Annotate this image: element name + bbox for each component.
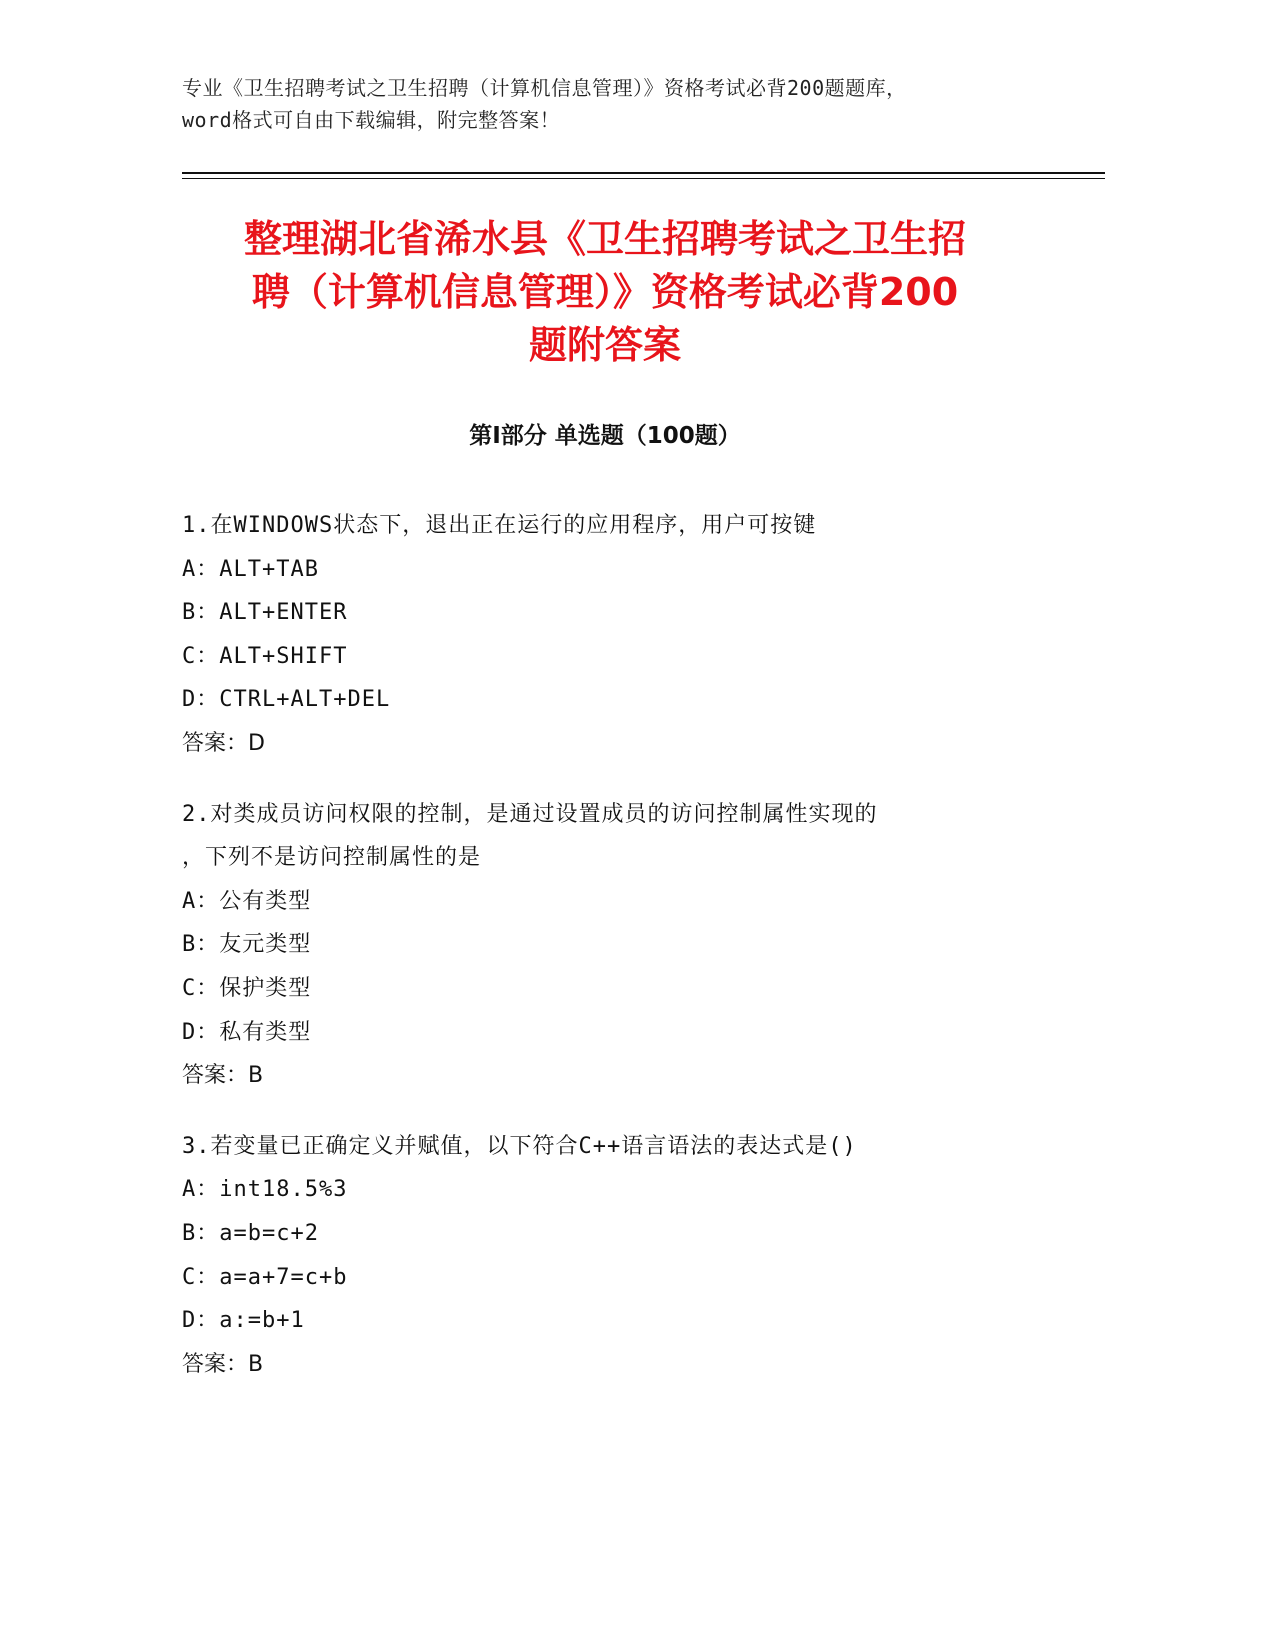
question-stem: 3.若变量已正确定义并赋值，以下符合C++语言语法的表达式是() <box>182 1133 857 1159</box>
header-note <box>182 72 1102 136</box>
answer: 答案：B <box>182 1351 264 1377</box>
option-c: C：ALT+SHIFT <box>182 643 348 669</box>
header-divider-thin <box>182 178 1105 179</box>
question-2 <box>182 793 1028 1098</box>
option-c: C：保护类型 <box>182 975 312 1001</box>
option-d: D：私有类型 <box>182 1019 312 1045</box>
document-title-line-2: 聘（计算机信息管理）》资格考试必背200 <box>251 270 959 314</box>
header-divider-thick <box>182 172 1105 174</box>
option-c: C：a=a+7=c+b <box>182 1264 348 1290</box>
answer: 答案：D <box>182 730 265 756</box>
document-title-line-1: 整理湖北省浠水县《卫生招聘考试之卫生招 <box>243 217 966 261</box>
question-stem: 1.在WINDOWS状态下，退出正在运行的应用程序，用户可按键 <box>182 513 817 538</box>
question-stem-continued: ，下列不是访问控制属性的是 <box>182 845 482 871</box>
option-a: A：ALT+TAB <box>182 556 319 582</box>
question-1 <box>182 504 1028 766</box>
header-note-line-1: 专业《卫生招聘考试之卫生招聘（计算机信息管理）》资格考试必背200题题库， <box>182 76 907 100</box>
question-stem: 2.对类成员访问权限的控制，是通过设置成员的访问控制属性实现的 <box>182 801 878 827</box>
document-title <box>182 213 1028 372</box>
option-d: D：CTRL+ALT+DEL <box>182 687 391 713</box>
option-a: A：int18.5%3 <box>182 1177 348 1203</box>
question-list <box>182 504 1028 1413</box>
option-b: B：友元类型 <box>182 932 312 958</box>
question-3 <box>182 1125 1028 1387</box>
header-note-line-2: word格式可自由下载编辑，附完整答案！ <box>182 108 561 132</box>
option-d: D：a:=b+1 <box>182 1308 305 1334</box>
section-title: 第Ⅰ部分 单选题（100题） <box>469 423 741 449</box>
answer: 答案：B <box>182 1063 264 1089</box>
option-b: B：ALT+ENTER <box>182 600 348 626</box>
option-a: A：公有类型 <box>182 888 312 914</box>
option-b: B：a=b=c+2 <box>182 1220 319 1246</box>
document-title-line-3: 题附答案 <box>528 323 681 367</box>
